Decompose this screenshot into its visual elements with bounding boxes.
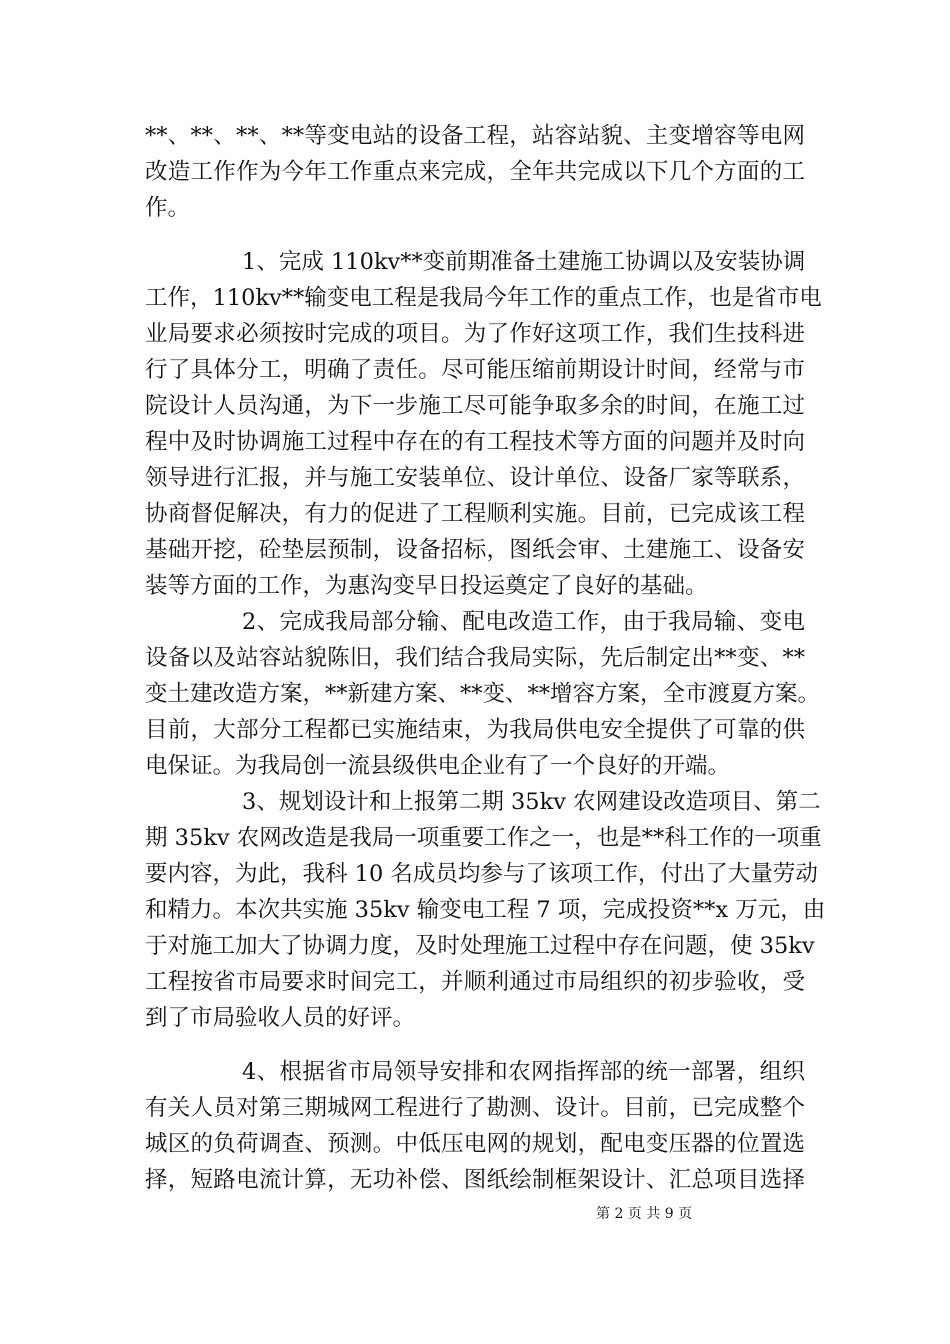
line-text: 协商督促解决，有力的促进了工程顺利实施。目前，已完成该工程 <box>145 501 805 527</box>
line-text: 期 35kv 农网改造是我局一项重要工作之一，也是**科工作的一项重 <box>145 825 822 851</box>
paragraph-line <box>0 748 950 784</box>
paragraph-line <box>0 1126 950 1162</box>
paragraph-line <box>0 604 950 640</box>
paragraph-line <box>0 118 950 154</box>
line-text: 电保证。为我局创一流县级供电企业有了一个良好的开端。 <box>145 753 731 779</box>
paragraph-line <box>0 316 950 352</box>
paragraph-line <box>0 1000 950 1036</box>
line-text: 改造工作作为今年工作重点来完成，全年共完成以下几个方面的工 <box>145 159 805 185</box>
line-text: 基础开挖，砼垫层预制，设备招标，图纸会审、土建施工、设备安 <box>145 537 805 563</box>
paragraph-line <box>0 964 950 1000</box>
paragraph-line <box>0 244 950 280</box>
paragraph-line <box>0 1054 950 1090</box>
paragraph-line <box>0 532 950 568</box>
line-text: 领导进行汇报，并与施工安装单位、设计单位、设备厂家等联系， <box>145 465 805 491</box>
paragraph-line <box>0 892 950 928</box>
paragraph-line <box>0 424 950 460</box>
line-text: 择，短路电流计算，无功补偿、图纸绘制框架设计、汇总项目选择 <box>145 1167 805 1193</box>
line-text: **、**、**、**等变电站的设备工程，站容站貌、主变增容等电网 <box>145 123 805 149</box>
line-text: 设备以及站容站貌陈旧，我们结合我局实际，先后制定出**变、** <box>145 645 805 671</box>
line-text: 有关人员对第三期城网工程进行了勘测、设计。目前，已完成整个 <box>145 1095 805 1121</box>
paragraph-line <box>0 568 950 604</box>
line-text: 行了具体分工，明确了责任。尽可能压缩前期设计时间，经常与市 <box>145 357 805 383</box>
line-text: 装等方面的工作，为惠沟变早日投运奠定了良好的基础。 <box>145 573 708 599</box>
paragraph-line <box>0 856 950 892</box>
paragraph-line <box>0 712 950 748</box>
paragraph-line <box>0 676 950 712</box>
page-footer <box>596 1205 692 1223</box>
line-text: 1、完成 110kv**变前期准备土建施工协调以及安装协调 <box>242 249 806 275</box>
line-text: 于对施工加大了协调力度，及时处理施工过程中存在问题，使 35kv <box>145 933 815 959</box>
line-text: 院设计人员沟通，为下一步施工尽可能争取多余的时间，在施工过 <box>145 393 805 419</box>
line-text: 城区的负荷调查、预测。中低压电网的规划，配电变压器的位置选 <box>145 1131 805 1157</box>
line-text: 作。 <box>145 195 191 221</box>
paragraph-line <box>0 352 950 388</box>
paragraph-line <box>0 496 950 532</box>
line-text: 和精力。本次共实施 35kv 输变电工程 7 项，完成投资**x 万元，由 <box>145 897 826 923</box>
paragraph-line <box>0 154 950 190</box>
line-text: 变土建改造方案，**新建方案、**变、**增容方案，全市渡夏方案。 <box>145 681 821 707</box>
paragraph-line <box>0 784 950 820</box>
line-text: 业局要求必须按时完成的项目。为了作好这项工作，我们生技科进 <box>145 321 805 347</box>
paragraph-line <box>0 190 950 226</box>
line-text: 程中及时协调施工过程中存在的有工程技术等方面的问题并及时向 <box>145 429 805 455</box>
line-text: 要内容，为此，我科 10 名成员均参与了该项工作，付出了大量劳动 <box>145 861 818 887</box>
line-text: 3、规划设计和上报第二期 35kv 农网建设改造项目、第二 <box>242 789 821 815</box>
line-text: 4、根据省市局领导安排和农网指挥部的统一部署，组织 <box>242 1059 805 1085</box>
paragraph-line <box>0 820 950 856</box>
paragraph-line <box>0 388 950 424</box>
line-text: 目前，大部分工程都已实施结束，为我局供电安全提供了可靠的供 <box>145 717 805 743</box>
line-text: 2、完成我局部分输、配电改造工作，由于我局输、变电 <box>242 609 805 635</box>
line-text: 工作，110kv**输变电工程是我局今年工作的重点工作，也是省市电 <box>145 285 822 311</box>
line-text: 到了市局验收人员的好评。 <box>145 1005 416 1031</box>
paragraph-line <box>0 928 950 964</box>
paragraph-line <box>0 280 950 316</box>
paragraph-line <box>0 460 950 496</box>
paragraph-line <box>0 1090 950 1126</box>
page-number: 第 2 页 共 9 页 <box>596 1206 693 1222</box>
paragraph-line <box>0 1162 950 1198</box>
paragraph-line <box>0 640 950 676</box>
line-text: 工程按省市局要求时间完工，并顺利通过市局组织的初步验收，受 <box>145 969 805 995</box>
